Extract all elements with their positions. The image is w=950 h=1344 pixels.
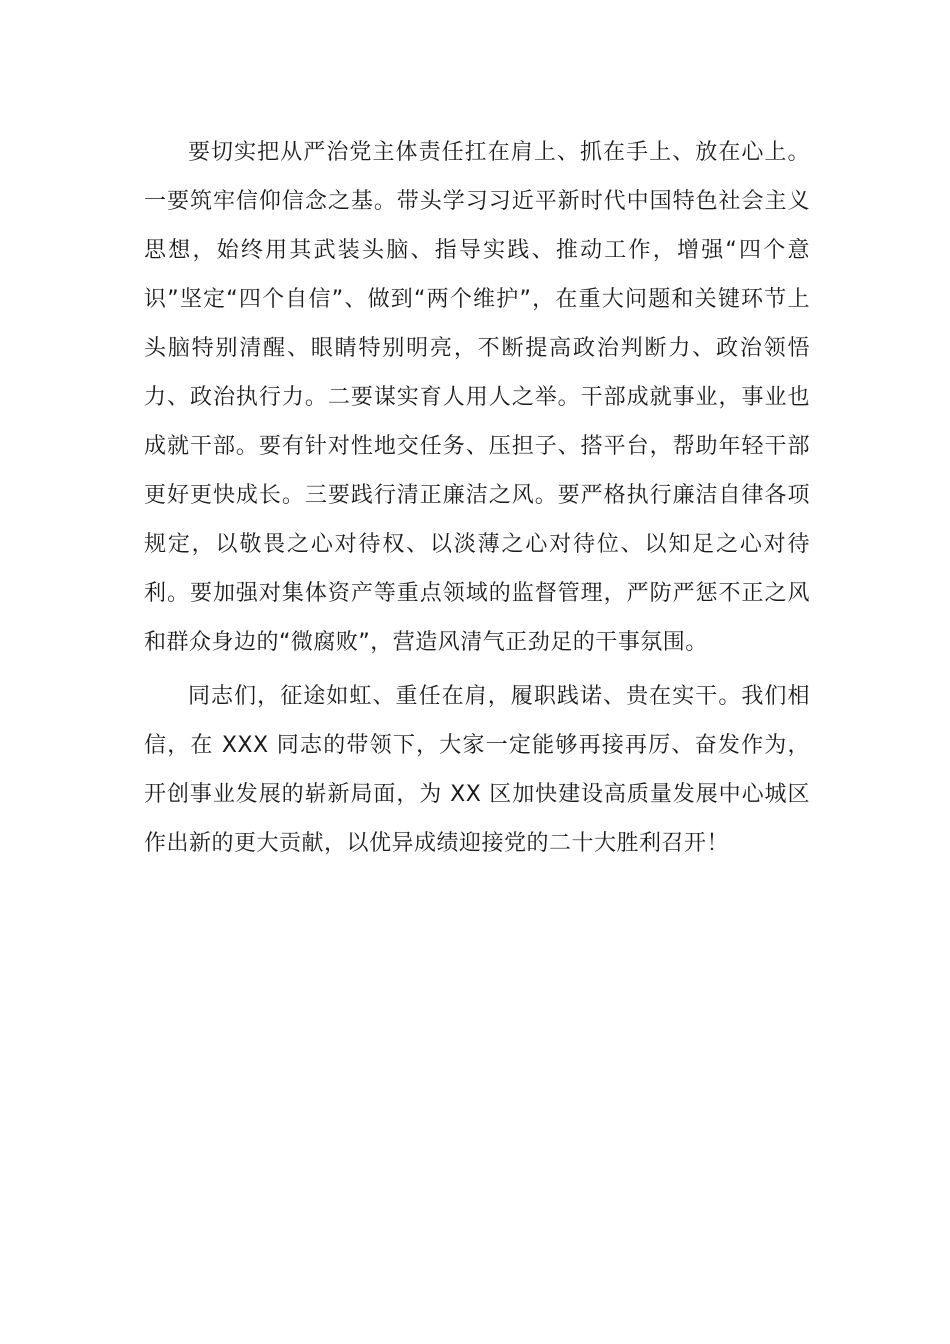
paragraph-closing: 同志们，征途如虹、重任在肩，履职践诺、贵在实干。我们相信，在 XXX 同志的带领下，大家一定能够再接再厉、奋发作为，开创事业发展的崭新局面，为 XX 区加快建设高质量发展中心城区作出新的更大贡献，以优异成绩迎接党的二十大胜利召开！ xyxy=(144,684,810,856)
document-body xyxy=(144,128,810,868)
paragraph-responsibility: 要切实把从严治党主体责任扛在肩上、抓在手上、放在心上。一要筑牢信仰信念之基。带头学习习近平新时代中国特色社会主义思想，始终用其武装头脑、指导实践、推动工作，增强“四个意识”坚定“四个自信”、做到“两个维护”，在重大问题和关键环节上头脑特别清醒、眼睛特别明亮，不断提高政治判断力、政治领悟力、政治执行力。二要谋实育人用人之举。干部成就事业，事业也成就干部。要有针对性地交任务、压担子、搭平台，帮助年轻干部更好更快成长。三要践行清正廉洁之风。要严格执行廉洁自律各项规定，以敬畏之心对待权、以淡薄之心对待位、以知足之心对待利。要加强对集体资产等重点领域的监督管理，严防严惩不正之风和群众身边的“微腐败”，营造风清气正劲足的干事氛围。 xyxy=(144,140,810,655)
